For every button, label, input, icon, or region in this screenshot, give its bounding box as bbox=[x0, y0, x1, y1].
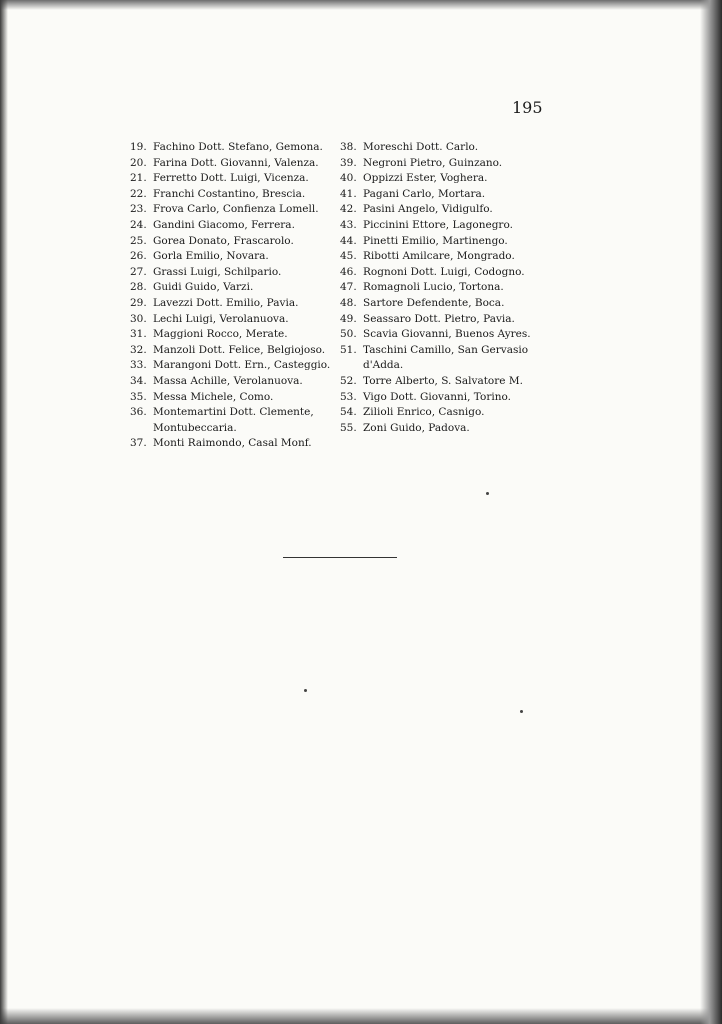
right-column-list bbox=[340, 140, 550, 436]
list-item bbox=[130, 218, 335, 234]
page-number: 195 bbox=[512, 98, 543, 117]
entry-text: Maggioni Rocco, Merate. bbox=[153, 328, 288, 341]
entry-text: Pasini Angelo, Vidigulfo. bbox=[363, 203, 493, 216]
entry-text: Lechi Luigi, Verolanuova. bbox=[153, 312, 289, 325]
entry-text: Frova Carlo, Confienza Lomell. bbox=[153, 203, 319, 216]
list-item bbox=[340, 156, 550, 172]
list-item bbox=[130, 296, 335, 312]
list-item bbox=[130, 140, 335, 156]
entry-number: 23. bbox=[130, 203, 147, 216]
entry-text: Lavezzi Dott. Emilio, Pavia. bbox=[153, 296, 299, 309]
list-item bbox=[130, 202, 335, 218]
entry-text: Monti Raimondo, Casal Monf. bbox=[153, 437, 312, 450]
entry-text: Oppizzi Ester, Voghera. bbox=[363, 172, 488, 185]
entry-text: Piccinini Ettore, Lagonegro. bbox=[363, 218, 513, 231]
entry-number: 38. bbox=[340, 141, 357, 153]
scan-speck bbox=[304, 689, 307, 692]
list-item bbox=[130, 405, 335, 421]
entry-text: Marangoni Dott. Ern., Casteggio. bbox=[153, 359, 331, 372]
entry-text: Grassi Luigi, Schilpario. bbox=[153, 265, 282, 278]
list-item bbox=[130, 358, 335, 374]
entry-text: Gorea Donato, Frascarolo. bbox=[153, 234, 294, 247]
entry-text: Pagani Carlo, Mortara. bbox=[363, 187, 486, 200]
entry-number: 45. bbox=[340, 250, 357, 263]
list-item bbox=[340, 390, 550, 406]
list-item bbox=[340, 374, 550, 390]
entry-number: 39. bbox=[340, 156, 357, 169]
entry-text: Zilioli Enrico, Casnigo. bbox=[363, 406, 485, 419]
entry-text: Seassaro Dott. Pietro, Pavia. bbox=[363, 312, 515, 325]
entry-text: Zoni Guido, Padova. bbox=[363, 421, 470, 434]
entry-number: 24. bbox=[130, 218, 147, 231]
list-item bbox=[130, 312, 335, 328]
entry-text: Ribotti Amilcare, Mongrado. bbox=[363, 250, 515, 263]
list-item bbox=[340, 327, 550, 343]
entry-text: Rognoni Dott. Luigi, Codogno. bbox=[363, 265, 525, 278]
entry-text: Negroni Pietro, Guinzano. bbox=[363, 156, 503, 169]
entry-number: 37. bbox=[130, 437, 147, 450]
list-item bbox=[340, 234, 550, 250]
list-item bbox=[340, 140, 550, 156]
list-item bbox=[340, 187, 550, 203]
list-item bbox=[340, 405, 550, 421]
entry-text: Montemartini Dott. Clemente, bbox=[153, 406, 314, 419]
scan-edge-left bbox=[0, 0, 8, 1024]
entry-number: 54. bbox=[340, 406, 357, 419]
list-item bbox=[130, 187, 335, 203]
list-item bbox=[130, 171, 335, 187]
entry-number: 48. bbox=[340, 296, 357, 309]
list-item bbox=[340, 296, 550, 312]
entry-number: 30. bbox=[130, 312, 147, 325]
entry-text: Scavia Giovanni, Buenos Ayres. bbox=[363, 328, 531, 341]
entry-text: Ferretto Dott. Luigi, Vicenza. bbox=[153, 172, 309, 185]
entry-text: Farina Dott. Giovanni, Valenza. bbox=[153, 156, 319, 169]
entry-continuation: Montubeccaria. bbox=[153, 421, 237, 434]
entry-number: 46. bbox=[340, 265, 357, 278]
entry-number: 50. bbox=[340, 328, 357, 341]
entry-number: 40. bbox=[340, 172, 357, 185]
entry-number: 41. bbox=[340, 187, 357, 200]
entry-text: Gorla Emilio, Novara. bbox=[153, 250, 269, 263]
list-item bbox=[130, 374, 335, 390]
entry-number: 34. bbox=[130, 374, 147, 387]
list-item bbox=[340, 202, 550, 218]
entry-number: 55. bbox=[340, 421, 357, 434]
entry-text: Sartore Defendente, Boca. bbox=[363, 296, 505, 309]
entry-number: 44. bbox=[340, 234, 357, 247]
scan-edge-bottom bbox=[0, 1008, 722, 1024]
separator-rule bbox=[283, 557, 397, 558]
list-item bbox=[130, 265, 335, 281]
entry-number: 33. bbox=[130, 359, 147, 372]
entry-text: Vigo Dott. Giovanni, Torino. bbox=[363, 390, 511, 403]
list-item bbox=[130, 390, 335, 406]
entry-number: 22. bbox=[130, 187, 147, 200]
entry-number: 42. bbox=[340, 203, 357, 216]
entry-number: 21. bbox=[130, 172, 147, 185]
entry-number: 51. bbox=[340, 343, 357, 356]
entry-number: 49. bbox=[340, 312, 357, 325]
list-item bbox=[340, 218, 550, 234]
scan-edge-right bbox=[700, 0, 722, 1024]
list-item bbox=[130, 327, 335, 343]
list-item bbox=[340, 421, 550, 437]
entry-number: 31. bbox=[130, 328, 147, 341]
list-item bbox=[340, 171, 550, 187]
list-item bbox=[130, 249, 335, 265]
list-item bbox=[340, 265, 550, 281]
list-item bbox=[340, 249, 550, 265]
entry-text: Messa Michele, Como. bbox=[153, 390, 274, 403]
left-column-list bbox=[130, 140, 335, 452]
entry-number: 19. bbox=[130, 141, 147, 153]
entry-number: 26. bbox=[130, 250, 147, 263]
entry-continuation: d'Adda. bbox=[363, 359, 404, 372]
list-item bbox=[130, 156, 335, 172]
entry-text: Pinetti Emilio, Martinengo. bbox=[363, 234, 508, 247]
list-item bbox=[130, 343, 335, 359]
entry-number: 27. bbox=[130, 265, 147, 278]
entry-text: Gandini Giacomo, Ferrera. bbox=[153, 218, 295, 231]
entry-number: 25. bbox=[130, 234, 147, 247]
entry-number: 43. bbox=[340, 218, 357, 231]
scan-speck bbox=[520, 710, 523, 713]
entry-number: 47. bbox=[340, 281, 357, 294]
entry-text: Romagnoli Lucio, Tortona. bbox=[363, 281, 504, 294]
entry-number: 36. bbox=[130, 406, 147, 419]
list-item bbox=[130, 234, 335, 250]
entry-number: 20. bbox=[130, 156, 147, 169]
entry-text: Fachino Dott. Stefano, Gemona. bbox=[153, 141, 323, 153]
entry-number: 29. bbox=[130, 296, 147, 309]
entry-text: Franchi Costantino, Brescia. bbox=[153, 187, 306, 200]
list-item bbox=[340, 280, 550, 296]
list-item bbox=[130, 436, 335, 452]
entry-text: Torre Alberto, S. Salvatore M. bbox=[363, 374, 523, 387]
entry-number: 35. bbox=[130, 390, 147, 403]
list-item bbox=[340, 312, 550, 328]
entry-number: 28. bbox=[130, 281, 147, 294]
entry-text: Moreschi Dott. Carlo. bbox=[363, 141, 479, 153]
entry-text: Guidi Guido, Varzi. bbox=[153, 281, 254, 294]
list-item bbox=[340, 343, 550, 359]
entry-number: 32. bbox=[130, 343, 147, 356]
scan-speck bbox=[486, 492, 489, 495]
entry-text: Manzoli Dott. Felice, Belgiojoso. bbox=[153, 343, 326, 356]
entry-text: Taschini Camillo, San Gervasio bbox=[363, 343, 529, 356]
entry-number: 52. bbox=[340, 374, 357, 387]
entry-number: 53. bbox=[340, 390, 357, 403]
list-item bbox=[130, 280, 335, 296]
scan-edge-top bbox=[0, 0, 722, 10]
entry-text: Massa Achille, Verolanuova. bbox=[153, 374, 303, 387]
